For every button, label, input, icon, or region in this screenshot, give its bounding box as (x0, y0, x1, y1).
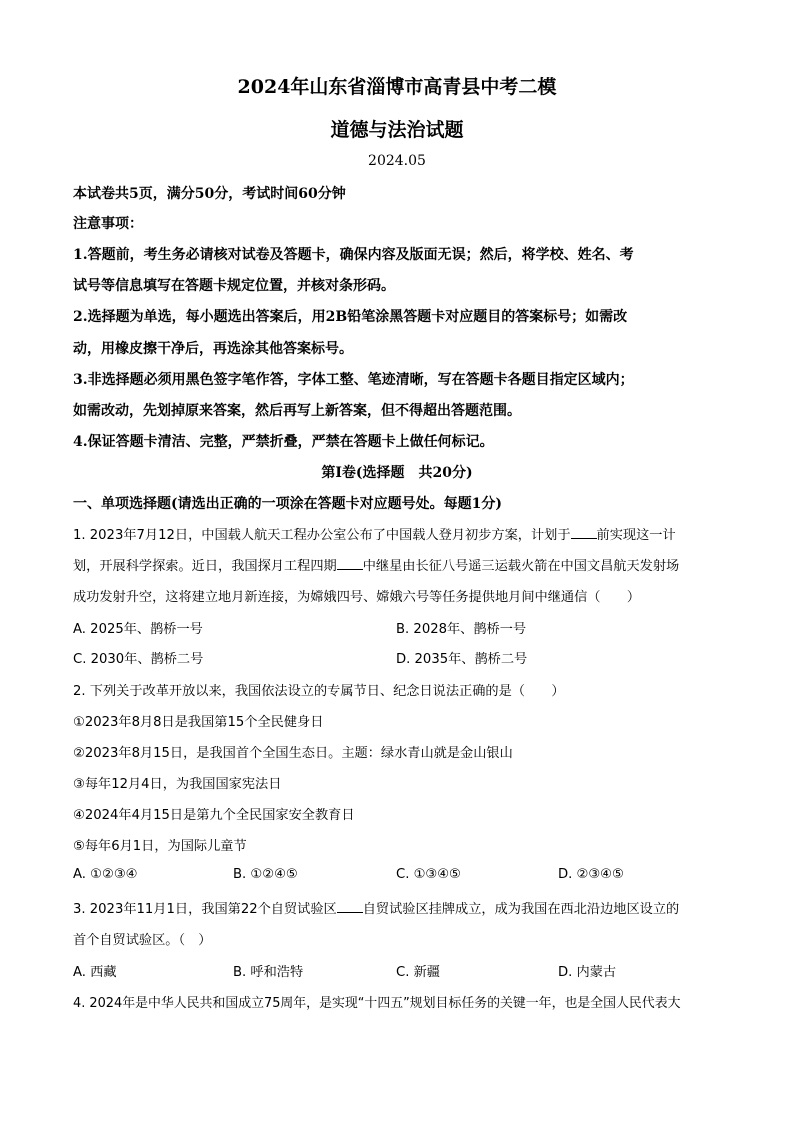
q2-item-4: ④2024年4月15日是第九个全民国家安全教育日 (73, 808, 355, 823)
q2-option-d: D. ②③④⑤ (558, 867, 624, 882)
q3-option-c: C. 新疆 (396, 965, 440, 980)
q1-text-b: 前实现这一计 (596, 528, 676, 543)
q3-option-d: D. 内蒙古 (558, 965, 617, 980)
q3-line2: 首个自贸试验区。（ ） (73, 933, 212, 948)
q2-option-c: C. ①③④⑤ (396, 867, 461, 882)
section-title: 第Ⅰ卷(选择题 共20分) (321, 465, 473, 481)
q2-item-5: ⑤每年6月1日，为国际儿童节 (73, 839, 247, 854)
q2-item-3: ③每年12月4日，为我国国家宪法日 (73, 777, 282, 792)
q1-text-c: 划，开展科学探索。近日，我国探月工程四期 (73, 559, 337, 574)
q1-text-a: 1. 2023年7月12日，中国载人航天工程办公室公布了中国载人登月初步方案，计划于 (73, 528, 571, 543)
q2-option-b: B. ①②④⑤ (233, 867, 298, 882)
notice-heading: 注意事项： (73, 216, 143, 232)
part-heading: 一、单项选择题(请选出正确的一项涂在答题卡对应题号处。每题1分) (73, 496, 502, 512)
q1-line3: 成功发射升空，这将建立地月新连接，为嫦娥四号、嫦娥六号等任务提供地月间中继通信（ ） (73, 590, 641, 605)
notice-3b: 如需改动，先划掉原来答案，然后再写上新答案，但不得超出答题范围。 (73, 403, 521, 419)
notice-1a: 1.答题前，考生务必请核对试卷及答题卡，确保内容及版面无误；然后，将学校、姓名、考 (73, 247, 634, 263)
exam-info: 本试卷共5页，满分50分，考试时间60分钟 (73, 186, 346, 202)
q1-blank-1 (571, 526, 597, 539)
notice-4: 4.保证答题卡清洁、完整，严禁折叠，严禁在答题卡上做任何标记。 (73, 434, 494, 450)
q3-blank (337, 900, 363, 913)
q1-option-c: C. 2030年、鹊桥二号 (73, 652, 204, 667)
q3-text-b: 自贸试验区挂牌成立，成为我国在西北沿边地区设立的 (362, 902, 680, 917)
notice-2b: 动，用橡皮擦干净后，再选涂其他答案标号。 (73, 341, 353, 357)
q3-option-a: A. 西藏 (73, 965, 117, 980)
q1-option-b: B. 2028年、鹊桥一号 (396, 622, 527, 637)
q1-option-d: D. 2035年、鹊桥二号 (396, 652, 528, 667)
q2-item-1: ①2023年8月8日是我国第15个全民健身日 (73, 715, 324, 730)
q3-line1 (73, 898, 679, 917)
q2-option-a: A. ①②③④ (73, 867, 138, 882)
q3-text-a: 3. 2023年11月1日，我国第22个自贸试验区 (73, 902, 337, 917)
q1-line2 (73, 555, 679, 574)
exam-subtitle: 道德与法治试题 (330, 119, 464, 141)
q1-line1 (73, 524, 676, 543)
notice-3a: 3.非选择题必须用黑色签字笔作答，字体工整、笔迹清晰，写在答题卡各题目指定区域内； (73, 372, 634, 388)
exam-title: 2024年山东省淄博市高青县中考二模 (237, 76, 557, 98)
q2-item-2: ②2023年8月15日，是我国首个全国生态日。主题：绿水青山就是金山银山 (73, 746, 513, 761)
q1-option-a: A. 2025年、鹊桥一号 (73, 622, 203, 637)
notice-2a: 2.选择题为单选，每小题选出答案后，用2B铅笔涂黑答题卡对应题目的答案标号；如需改 (73, 309, 628, 325)
q2-stem: 2. 下列关于改革开放以来，我国依法设立的专属节日、纪念日说法正确的是（ ） (73, 684, 565, 699)
q1-text-d: 中继星由长征八号遥三运载火箭在中国文昌航天发射场 (362, 559, 680, 574)
notice-1b: 试号等信息填写在答题卡规定位置，并核对条形码。 (73, 278, 395, 294)
q4-line1: 4. 2024年是中华人民共和国成立75周年，是实现“十四五”规划目标任务的关键一年，也是全国人民代表大 (73, 996, 681, 1011)
q1-blank-2 (337, 557, 363, 570)
exam-date: 2024.05 (368, 153, 426, 169)
q3-option-b: B. 呼和浩特 (233, 965, 304, 980)
